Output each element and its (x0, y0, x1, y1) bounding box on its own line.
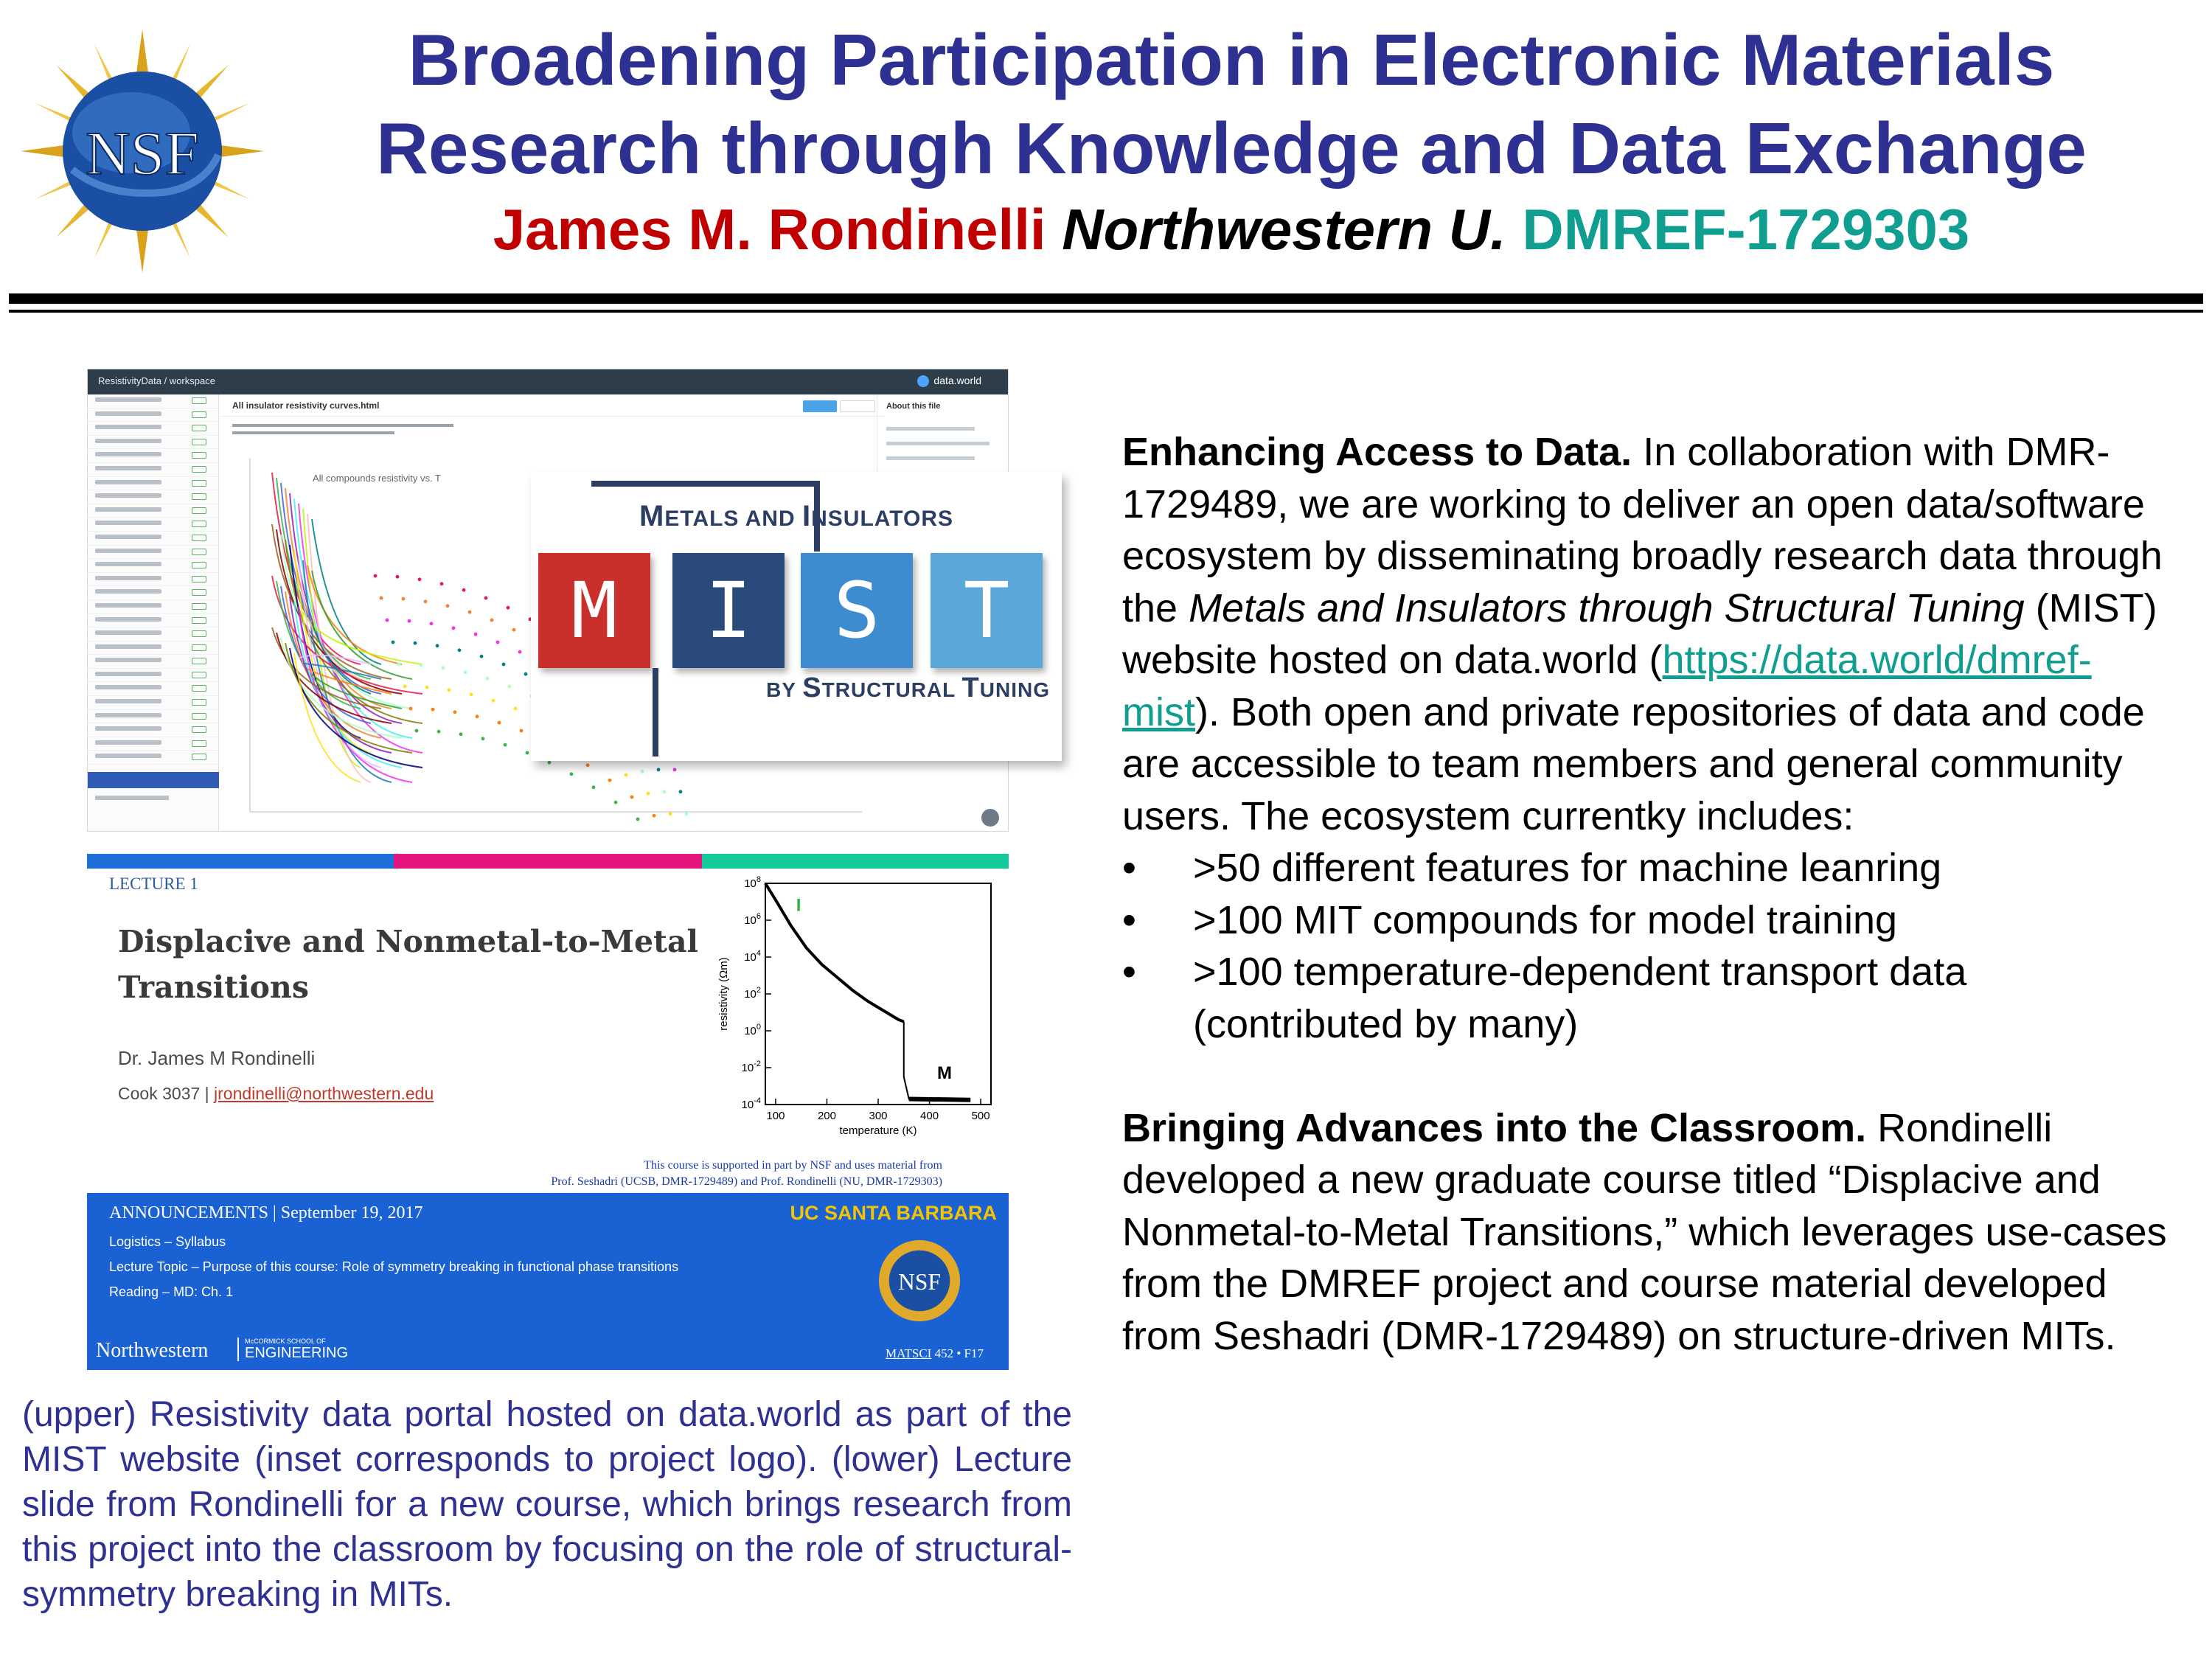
y-tick-label: $10^2$ (744, 986, 761, 1001)
portal-about-title: About this file (886, 402, 941, 411)
portal-file-row-tag (192, 562, 206, 568)
portal-plot-point (657, 768, 661, 771)
portal-plot-point (570, 772, 574, 776)
portal-file-row-name (95, 617, 161, 622)
nsf-small-text: NSF (898, 1268, 941, 1295)
resistivity-chart (706, 870, 1009, 1172)
portal-plot-point (625, 773, 628, 777)
instructor-name: Dr. James M Rondinelli (118, 1047, 316, 1069)
portal-plot-point (386, 619, 389, 622)
mist-logo-bar (591, 481, 820, 487)
portal-file-row-tag (192, 617, 206, 624)
portal-file-row-tag (192, 685, 206, 692)
portal-file-row-name (95, 452, 161, 456)
portal-file-row-name (95, 658, 161, 662)
portal-file-row-name (95, 425, 161, 429)
portal-file-row (88, 463, 218, 477)
portal-plot-point (504, 743, 507, 747)
y-axis-label: resistivity (Ωm) (717, 957, 730, 1031)
course-support-note (500, 1158, 942, 1190)
body-text (1122, 426, 2169, 1362)
y-tick-label: $10^4$ (744, 949, 761, 964)
header-divider (9, 293, 2203, 304)
portal-plot-point (459, 732, 463, 736)
portal-file-row-name (95, 493, 161, 498)
portal-plot-point (641, 770, 644, 773)
page-title-line1: Broadening Participation in Electronic Materials (408, 19, 2055, 100)
pi-name: James M. Rondinelli (493, 197, 1046, 262)
portal-file-row (88, 723, 218, 737)
portal-file-row-tag (192, 603, 206, 610)
portal-plot-point (448, 688, 451, 692)
portal-file-row-name (95, 603, 161, 608)
paragraph-text: Rondinelli developed a new graduate course titled “Displacive and Nonmetal-to-Metal Transitions,” which leverages use-cases from the DMREF project and course material developed from Seshadri (DMR-1729489) on structure-driven MITs. (1122, 1105, 2167, 1358)
portal-file-row-name (95, 713, 161, 717)
portal-plot-point (396, 575, 400, 579)
portal-plot-point (490, 619, 494, 622)
slide-accent-strip-blue (87, 854, 394, 869)
portal-plot-point (458, 648, 462, 652)
paragraph-text: (MIST) website hosted on data.world ( (1122, 585, 2157, 682)
portal-file-row (88, 600, 218, 614)
portal-plot-point (480, 655, 484, 658)
nsf-small-logo (876, 1237, 963, 1324)
portal-plot-point (636, 818, 640, 821)
portal-plot-point (474, 633, 478, 636)
portal-plot-point (526, 751, 529, 755)
portal-file-row-tag (192, 726, 206, 733)
paragraph-data-access (1122, 426, 2169, 842)
mist-logo (531, 472, 1062, 761)
announcement-item: Logistics – Syllabus (109, 1234, 226, 1249)
portal-file-row (88, 422, 218, 436)
portal-file-row (88, 696, 218, 710)
portal-plot-point (679, 790, 683, 793)
ucsb-logo: UC SANTA BARBARA (790, 1202, 997, 1224)
portal-file-row-name (95, 630, 161, 635)
portal-plot-point (486, 677, 490, 681)
byline (288, 195, 2175, 263)
bullet-symbol: • (1122, 846, 1136, 890)
portal-plot-point (425, 686, 429, 689)
portal-plot-point (586, 763, 590, 767)
portal-plot-point (408, 619, 411, 623)
portal-file-row (88, 408, 218, 422)
chart-series-line (909, 1099, 970, 1100)
portal-plot-point (380, 597, 383, 600)
x-tick-label: 500 (971, 1110, 990, 1122)
portal-plot-point (507, 606, 510, 610)
portal-plot-point (481, 737, 485, 740)
portal-file-row (88, 490, 218, 504)
source-button (840, 400, 875, 412)
announcements-heading: ANNOUNCEMENTS | September 19, 2017 (109, 1203, 423, 1222)
course-support-line1: This course is supported in part by NSF and uses material from (644, 1159, 942, 1172)
portal-file-row (88, 546, 218, 560)
portal-file-entry (95, 796, 169, 800)
mist-logo-top-text: METALS AND INSULATORS (639, 500, 954, 532)
bullet-symbol: • (1122, 950, 1136, 994)
portal-plot-point (431, 708, 435, 712)
y-tick-label: $10^{-2}$ (741, 1060, 761, 1074)
portal-plot-title: All compounds resistivity vs. T (313, 473, 441, 484)
portal-file-row-tag (192, 713, 206, 720)
portal-file-list (88, 394, 219, 832)
portal-file-row-tag (192, 576, 206, 582)
portal-file-row-name (95, 480, 161, 484)
chart-annotation-metal: M (936, 1063, 952, 1083)
portal-file-row-tag (192, 452, 206, 459)
slide-title (118, 919, 698, 1010)
figure-caption: (upper) Resistivity data portal hosted on data.world as part of the MIST website (inset corresponds to project logo). (lower) Lecture slide from Rondinelli for a new course, which brings research from this project into the classroom by focusing on the role of structural-symmetry breaking in MITs. (22, 1395, 1072, 1614)
portal-file-row-tag (192, 439, 206, 445)
portal-file-row-tag (192, 425, 206, 431)
bullet-item (1122, 894, 2169, 947)
portal-plot-point (476, 714, 479, 718)
portal-file-row (88, 669, 218, 683)
portal-plot-point (436, 644, 439, 647)
portal-plot-point (418, 577, 422, 581)
portal-file-row (88, 710, 218, 724)
portal-file-row (88, 394, 218, 408)
portal-file-row-name (95, 397, 161, 402)
slide-accent-strip-pink (394, 854, 702, 869)
portal-about-line (886, 427, 975, 431)
portal-plot-point (518, 650, 522, 654)
bullet-text: >50 different features for machine leanring (1193, 846, 1942, 890)
announcements-band (87, 1193, 1009, 1370)
portal-file-row (88, 518, 218, 532)
portal-file-row-name (95, 549, 161, 553)
portal-file-row-name (95, 576, 161, 580)
view-button (803, 400, 837, 412)
portal-plot-point (647, 792, 650, 796)
portal-file-row (88, 436, 218, 450)
portal-plot-point (663, 790, 667, 793)
portal-plot-point (462, 588, 466, 592)
x-axis-label: temperature (K) (839, 1124, 917, 1137)
mist-name: Metals and Insulators through Structural Tuning (1189, 585, 2025, 630)
portal-file-row-tag (192, 630, 206, 637)
mist-logo-bottom-text: BY STRUCTURAL TUNING (766, 672, 1050, 703)
lecture-slide (87, 854, 1009, 1370)
y-tick-label: $10^{-4}$ (741, 1096, 761, 1111)
portal-plot-point (403, 685, 407, 689)
portal-plot-point (484, 597, 488, 600)
portal-plot-point (514, 707, 518, 711)
portal-file-row-name (95, 699, 161, 703)
portal-plot-point (374, 574, 378, 578)
portal-plot-point (453, 710, 457, 714)
chart-series-line (904, 1022, 970, 1100)
portal-file-row (88, 532, 218, 546)
portal-plot-point (508, 685, 512, 689)
brand-icon (917, 375, 929, 387)
page-title-line2: Research through Knowledge and Data Exchange (376, 108, 2087, 189)
portal-file-selected (88, 772, 219, 788)
portal-plot-point (498, 721, 501, 725)
portal-file-row-name (95, 562, 161, 566)
instructor-contact (118, 1084, 434, 1104)
portal-plot-point (468, 611, 472, 614)
portal-file-row-tag (192, 466, 206, 473)
portal-file-row-name (95, 466, 161, 470)
paragraph-text: In collaboration with DMR-1729489, we are working to deliver an open data/software ecosystem by disseminating broadly research data through the (1122, 430, 2163, 630)
portal-plot-point (592, 785, 596, 789)
portal-file-row-name (95, 507, 161, 512)
portal-plot-point (409, 707, 413, 711)
mccormick-logo (237, 1338, 348, 1361)
mist-tile-m: M (538, 553, 650, 668)
portal-about-line (886, 442, 990, 445)
portal-plot-point (440, 582, 444, 585)
portal-file-row (88, 655, 218, 669)
paragraph-classroom (1122, 1102, 2169, 1363)
portal-file-row (88, 504, 218, 518)
portal-plot-point (614, 801, 618, 804)
mist-tile-t: T (931, 553, 1043, 668)
portal-file-row (88, 641, 218, 655)
bullet-text: >100 temperature-dependent transport data (contributed by many) (1193, 950, 1967, 1046)
slide-title-line2: Transitions (118, 970, 309, 1005)
nsf-logo-text: NSF (85, 119, 200, 188)
portal-plot-point (630, 796, 634, 799)
x-tick-label: 300 (869, 1110, 888, 1122)
portal-plot-point (673, 768, 677, 771)
portal-file-row (88, 614, 218, 628)
portal-file-header (220, 394, 884, 417)
portal-plot-point (512, 628, 516, 632)
portal-brand-label: data.world (933, 375, 981, 386)
portal-file-row (88, 751, 218, 765)
portal-file-row (88, 627, 218, 641)
portal-breadcrumb: ResistivityData / workspace (98, 375, 215, 386)
portal-about-line (886, 456, 975, 460)
portal-file-row-name (95, 754, 161, 758)
portal-plot-point (492, 699, 495, 703)
bullet-text: >100 MIT compounds for model training (1193, 897, 1898, 942)
portal-plot-point (397, 663, 401, 667)
portal-file-row-tag (192, 480, 206, 487)
portal-plot-curve (294, 653, 361, 782)
portal-file-row-tag (192, 493, 206, 500)
award-number: DMREF-1729303 (1522, 197, 1970, 262)
institution: Northwestern U. (1062, 197, 1506, 262)
header-divider-thin (9, 310, 2203, 313)
portal-note-line (232, 431, 394, 434)
portal-file-row-tag (192, 658, 206, 664)
portal-plot-point (548, 761, 552, 765)
paragraph-text: ). Both open and private repositories of data and code are accessible to team members and general community users. The ecosystem currentky includes: (1122, 689, 2145, 838)
y-tick-label: $10^6$ (744, 912, 761, 927)
y-tick-label: $10^0$ (744, 1023, 761, 1037)
portal-plot-point (464, 670, 467, 674)
lecture-number: LECTURE 1 (109, 874, 198, 893)
x-tick-label: 100 (766, 1110, 785, 1122)
chart-series-line (765, 883, 904, 1022)
portal-file-row (88, 477, 218, 491)
portal-file-row-name (95, 411, 161, 416)
course-code: MATSCI 452 • F17 (885, 1346, 984, 1360)
northwestern-logo: Northwestern (96, 1339, 209, 1362)
portal-file-row-tag (192, 507, 206, 514)
portal-plot-point (437, 730, 441, 734)
nsf-logo (21, 29, 264, 273)
portal-file-row-tag (192, 535, 206, 541)
engineering-label: ENGINEERING (245, 1345, 349, 1361)
announcement-item: Reading – MD: Ch. 1 (109, 1284, 234, 1299)
portal-plot-point (520, 729, 524, 733)
mccormick-school-label: McCORMICK SCHOOL OF (245, 1338, 326, 1345)
portal-plot-point (524, 672, 528, 676)
portal-file-row-name (95, 685, 161, 689)
portal-note-line (232, 424, 453, 427)
bullet-item (1122, 842, 2169, 894)
paragraph-heading: Bringing Advances into the Classroom. (1122, 1105, 1867, 1150)
portal-plot-point (446, 604, 450, 608)
portal-file-row-tag (192, 397, 206, 404)
instructor-office: Cook 3037 | (118, 1084, 215, 1103)
portal-plot-point (669, 812, 672, 815)
portal-file-row-name (95, 521, 161, 525)
instructor-email: jrondinelli@northwestern.edu (214, 1084, 434, 1103)
portal-plot-point (430, 622, 434, 625)
portal-plot-point (392, 641, 395, 644)
portal-file-row-name (95, 439, 161, 443)
portal-file-row-tag (192, 699, 206, 706)
portal-plot-point (402, 597, 406, 601)
portal-file-row-name (95, 644, 161, 649)
portal-file-row-name (95, 740, 161, 745)
portal-file-name: All insulator resistivity curves.html (232, 400, 380, 411)
chart-frame (765, 883, 991, 1105)
portal-file-row-tag (192, 411, 206, 418)
portal-file-row-tag (192, 644, 206, 651)
portal-plot-point (502, 663, 506, 667)
portal-file-row-tag (192, 549, 206, 555)
portal-file-row-tag (192, 521, 206, 527)
portal-topbar (88, 369, 1008, 394)
portal-plot-point (452, 626, 456, 630)
help-icon (981, 809, 999, 827)
portal-file-row (88, 449, 218, 463)
course-support-line2: Prof. Seshadri (UCSB, DMR-1729489) and Prof. Rondinelli (NU, DMR-1729303) (551, 1175, 942, 1188)
portal-file-row (88, 737, 218, 751)
portal-file-row-tag (192, 740, 206, 747)
portal-plot-point (496, 641, 500, 644)
portal-plot-point (608, 779, 612, 782)
portal-file-row-tag (192, 754, 206, 760)
portal-plot-point (470, 692, 473, 696)
mist-tile-s: S (801, 553, 913, 668)
portal-file-row-name (95, 589, 161, 594)
bullet-item (1122, 946, 2169, 1050)
mist-link[interactable]: https://data.world/dmref-mist (1122, 638, 2092, 734)
chart-annotation-insulator: I (796, 895, 801, 916)
x-tick-label: 400 (920, 1110, 939, 1122)
paragraph-gap (1122, 1050, 2169, 1102)
y-tick-label: $10^8$ (744, 875, 761, 890)
announcement-item: Lecture Topic – Purpose of this course: Role of symmetry breaking in functional phase transitions (109, 1259, 679, 1274)
portal-plot-point (420, 664, 423, 667)
portal-file-row (88, 682, 218, 696)
portal-brand (917, 375, 981, 387)
portal-plot-point (424, 599, 428, 603)
portal-plot-point (653, 814, 656, 818)
x-tick-label: 200 (817, 1110, 836, 1122)
portal-file-row (88, 559, 218, 573)
portal-plot-point (442, 666, 445, 669)
portal-plot-point (414, 641, 417, 645)
portal-file-row-tag (192, 672, 206, 678)
slide-title-line1: Displacive and Nonmetal-to-Metal (118, 924, 699, 959)
portal-file-row-name (95, 726, 161, 731)
portal-file-row-name (95, 672, 161, 676)
bullet-symbol: • (1122, 897, 1136, 942)
slide-accent-strip-green (702, 854, 1009, 869)
portal-plot-point (415, 729, 419, 733)
portal-file-row-tag (192, 589, 206, 596)
mist-tile-i: I (672, 553, 785, 668)
portal-file-row (88, 573, 218, 587)
portal-file-row (88, 586, 218, 600)
paragraph-heading: Enhancing Access to Data. (1122, 430, 1632, 474)
portal-plot-point (685, 812, 689, 815)
portal-file-row-name (95, 535, 161, 539)
